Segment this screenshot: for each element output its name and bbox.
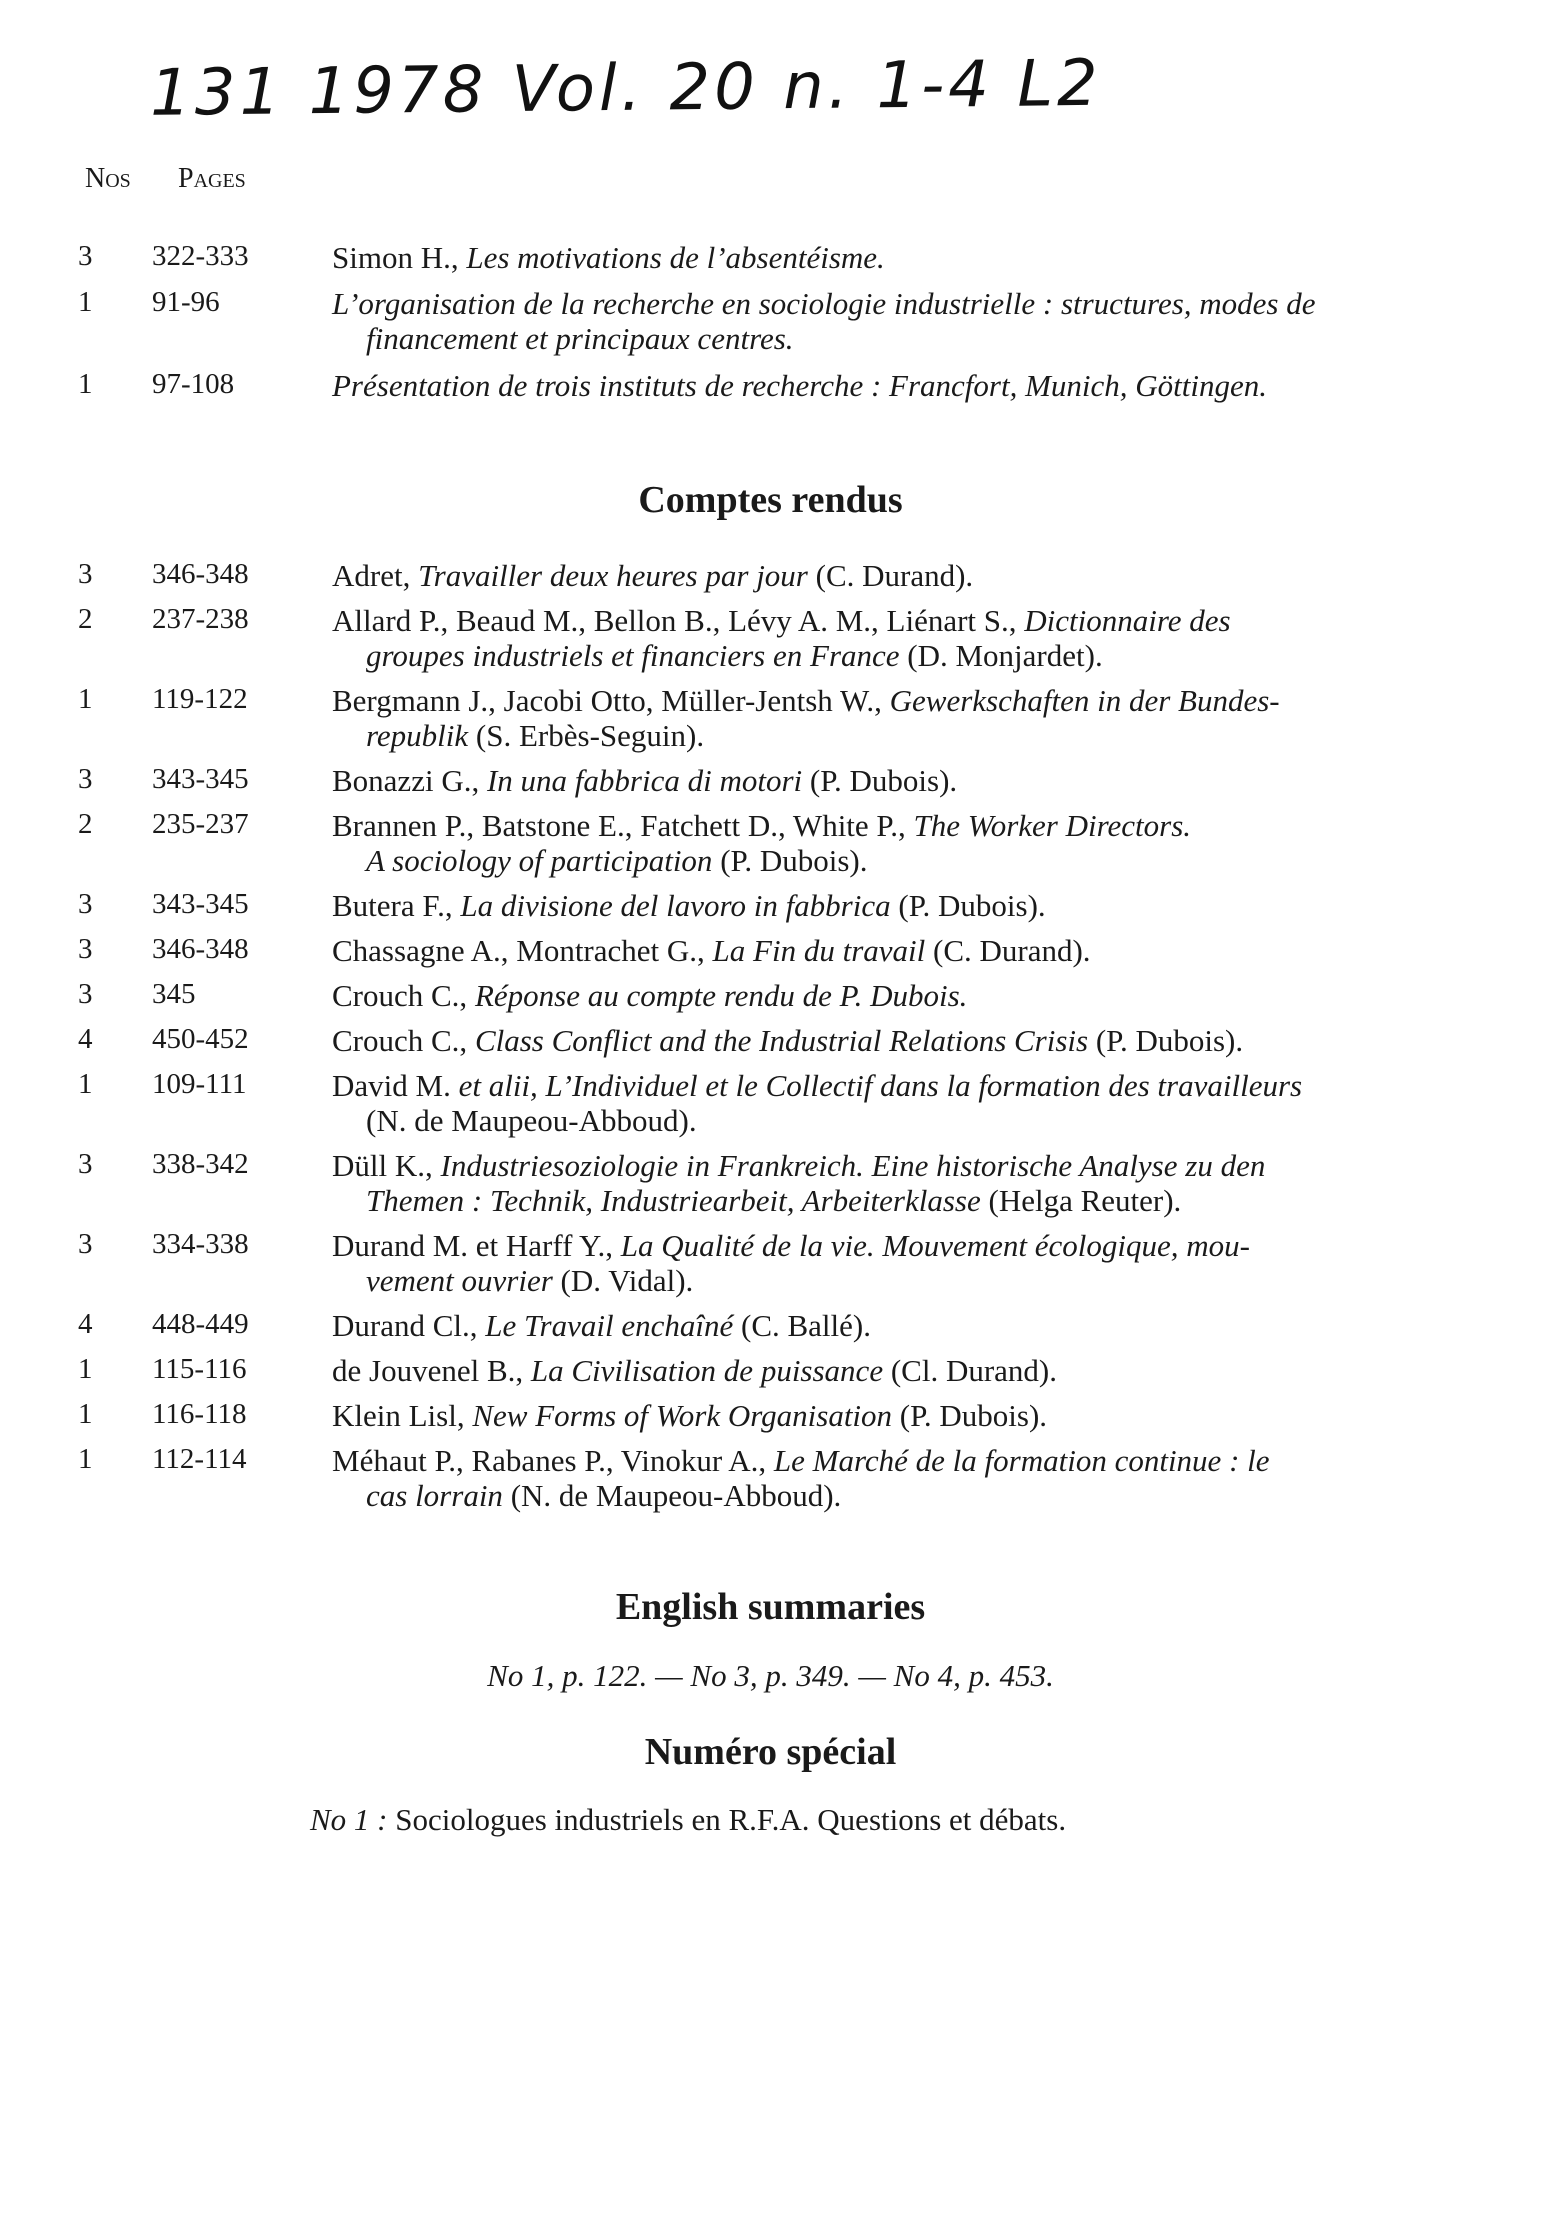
review-title: Gewerkschaften in der Bundes-: [889, 683, 1280, 718]
article-entry: [332, 286, 1472, 356]
special-issue-title: Sociologues industriels en R.F.A. Questions et débats.: [387, 1802, 1067, 1837]
column-header-number: Nos: [85, 163, 131, 194]
review-entry: [332, 933, 1472, 968]
review-title: Le Marché de la formation continue : le: [773, 1443, 1270, 1478]
review-reviewer: (D. Monjardet).: [899, 638, 1103, 673]
issue-number: 1: [78, 1068, 93, 1100]
review-author: Crouch C.,: [332, 1023, 475, 1058]
review-entry: [332, 1148, 1472, 1218]
review-title: La Civilisation de puissance: [530, 1353, 884, 1388]
review-author: Bonazzi G.,: [332, 763, 487, 798]
special-issue-heading: Numéro spécial: [644, 1731, 897, 1773]
review-entry: [332, 1308, 1472, 1343]
summaries-heading: English summaries: [615, 1586, 926, 1628]
review-title: Dictionnaire des: [1024, 603, 1231, 638]
review-entry: [332, 683, 1472, 753]
issue-number: 3: [78, 1148, 93, 1180]
review-reviewer: (C. Ballé).: [733, 1308, 871, 1343]
review-author: de Jouvenel B.,: [332, 1353, 531, 1388]
review-title: In una fabbrica di motori: [486, 763, 803, 798]
issue-number: 1: [78, 286, 93, 318]
review-title-continued: Themen : Technik, Industriearbeit, Arbeiterklasse: [366, 1183, 981, 1218]
review-reviewer: (D. Vidal).: [552, 1263, 694, 1298]
page-range: 115-116: [152, 1353, 247, 1385]
review-title-continued: cas lorrain: [366, 1478, 503, 1513]
review-entry: [332, 1443, 1472, 1513]
review-entry: [332, 1353, 1472, 1388]
article-entry: [332, 368, 1472, 403]
review-continued: (N. de Maupeou-Abboud).: [366, 1103, 697, 1138]
review-title: Industriesoziologie in Frankreich. Eine historische Analyse zu den: [440, 1148, 1266, 1183]
review-author: Klein Lisl,: [332, 1398, 473, 1433]
review-title-continued: A sociology of participation: [366, 843, 713, 878]
review-author: Bergmann J., Jacobi Otto, Müller-Jentsh W.,: [332, 683, 890, 718]
page-range: 345: [152, 978, 196, 1010]
page-range: 450-452: [152, 1023, 249, 1055]
page-range: 322-333: [152, 240, 249, 272]
page-range: 343-345: [152, 763, 249, 795]
review-title-continued: republik: [366, 718, 469, 753]
review-author: Brannen P., Batstone E., Fatchett D., White P.,: [332, 808, 914, 843]
review-entry: [332, 888, 1472, 923]
review-author: Chassagne A., Montrachet G.,: [332, 933, 713, 968]
review-title: Travailler deux heures par jour: [418, 558, 808, 593]
issue-number: 3: [78, 888, 93, 920]
review-entry: [332, 1023, 1472, 1058]
review-author: Crouch C.,: [332, 978, 475, 1013]
review-author: Düll K.,: [332, 1148, 441, 1183]
issue-number: 1: [78, 1443, 93, 1475]
page-range: 112-114: [152, 1443, 247, 1475]
review-reviewer: (P. Dubois).: [1088, 1023, 1244, 1058]
review-entry: [332, 978, 1472, 1013]
page-range: 91-96: [152, 286, 220, 318]
review-title: Réponse au compte rendu de P. Dubois.: [474, 978, 968, 1013]
review-author: Butera F.,: [332, 888, 461, 923]
issue-number: 3: [78, 763, 93, 795]
handwritten-catalog-note: 131 1978 Vol. 20 n. 1-4 L2: [149, 46, 1103, 131]
review-title-continued: groupes industriels et financiers en France: [366, 638, 900, 673]
article-title: L’organisation de la recherche en sociologie industrielle : structures, modes de: [332, 286, 1316, 321]
review-reviewer: (P. Dubois).: [892, 1398, 1048, 1433]
review-title: Le Travail enchaîné: [485, 1308, 734, 1343]
article-entry: [332, 240, 1472, 275]
page-range: 116-118: [152, 1398, 247, 1430]
review-author: David M.: [332, 1068, 459, 1103]
review-title: La Fin du travail: [712, 933, 926, 968]
special-issue-number: No 1 :: [310, 1802, 388, 1837]
issue-number: 1: [78, 1398, 93, 1430]
review-reviewer: (S. Erbès-Seguin).: [468, 718, 705, 753]
page-range: 346-348: [152, 933, 249, 965]
review-author: Durand M. et Harff Y.,: [332, 1228, 621, 1263]
special-issue-entry: [310, 1802, 1410, 1838]
review-reviewer: (P. Dubois).: [802, 763, 958, 798]
page-range: 235-237: [152, 808, 249, 840]
issue-number: 1: [78, 368, 93, 400]
page-range: 109-111: [152, 1068, 247, 1100]
article-title: Présentation de trois instituts de recherche : Francfort, Munich, Göttingen.: [332, 368, 1268, 403]
review-author: Méhaut P., Rabanes P., Vinokur A.,: [332, 1443, 774, 1478]
issue-number: 1: [78, 683, 93, 715]
review-author: Adret,: [332, 558, 419, 593]
review-entry: [332, 1228, 1472, 1298]
review-entry: [332, 1398, 1472, 1433]
page-range: 97-108: [152, 368, 235, 400]
review-reviewer: (C. Durand).: [925, 933, 1091, 968]
page-range: 448-449: [152, 1308, 249, 1340]
review-title: et alii, L’Individuel et le Collectif dans la formation des travailleurs: [458, 1068, 1303, 1103]
page-range: 343-345: [152, 888, 249, 920]
review-reviewer: (P. Dubois).: [890, 888, 1046, 923]
review-entry: [332, 763, 1472, 798]
review-entry: [332, 603, 1472, 673]
review-title: New Forms of Work Organisation: [472, 1398, 893, 1433]
issue-number: 2: [78, 808, 93, 840]
issue-number: 1: [78, 1353, 93, 1385]
issue-number: 2: [78, 603, 93, 635]
article-title-continued: financement et principaux centres.: [366, 321, 794, 356]
page-range: 346-348: [152, 558, 249, 590]
page-range: 119-122: [152, 683, 248, 715]
summaries-references: No 1, p. 122. — No 3, p. 349. — No 4, p. 453.: [487, 1658, 1054, 1693]
review-title: La Qualité de la vie. Mouvement écologique, mou-: [620, 1228, 1250, 1263]
page-range: 338-342: [152, 1148, 249, 1180]
review-author: Allard P., Beaud M., Bellon B., Lévy A. M., Liénart S.,: [332, 603, 1025, 638]
article-author: Simon H.,: [332, 240, 459, 275]
page-range: 237-238: [152, 603, 249, 635]
review-reviewer: (Cl. Durand).: [883, 1353, 1057, 1388]
article-title: Les motivations de l’absentéisme.: [466, 240, 885, 275]
review-reviewer: (C. Durand).: [807, 558, 974, 593]
issue-number: 3: [78, 1228, 93, 1260]
review-reviewer: (N. de Maupeou-Abboud).: [502, 1478, 842, 1513]
issue-number: 3: [78, 240, 93, 272]
page-range: 334-338: [152, 1228, 249, 1260]
issue-number: 3: [78, 558, 93, 590]
issue-number: 4: [78, 1023, 93, 1055]
review-author: Durand Cl.,: [332, 1308, 486, 1343]
review-entry: [332, 558, 1472, 593]
review-entry: [332, 1068, 1472, 1138]
review-title-continued: vement ouvrier: [366, 1263, 553, 1298]
review-title: Class Conflict and the Industrial Relations Crisis: [474, 1023, 1089, 1058]
review-reviewer: (Helga Reuter).: [980, 1183, 1182, 1218]
issue-number: 3: [78, 933, 93, 965]
review-entry: [332, 808, 1472, 878]
column-header-pages: Pages: [178, 163, 246, 194]
reviews-heading: Comptes rendus: [638, 479, 903, 521]
review-title: The Worker Directors.: [913, 808, 1192, 843]
issue-number: 4: [78, 1308, 93, 1340]
issue-number: 3: [78, 978, 93, 1010]
review-reviewer: (P. Dubois).: [712, 843, 868, 878]
review-title: La divisione del lavoro in fabbrica: [460, 888, 891, 923]
